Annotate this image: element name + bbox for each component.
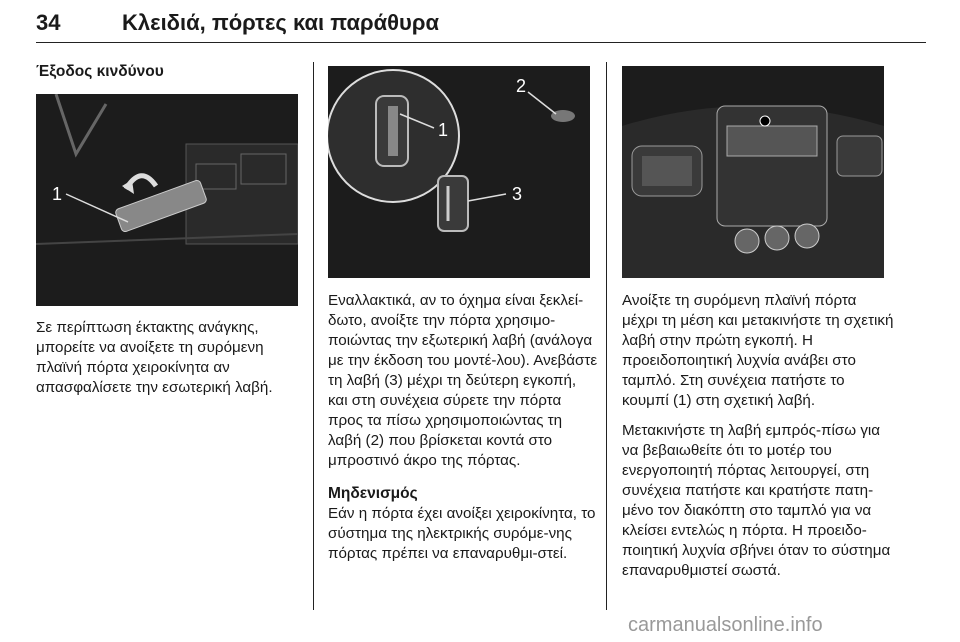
column-divider bbox=[606, 62, 607, 610]
callout-3: 3 bbox=[512, 184, 523, 204]
reset-section bbox=[328, 484, 598, 574]
section-heading: Έξοδος κινδύνου bbox=[36, 63, 164, 80]
interior-handle-illustration bbox=[36, 94, 298, 306]
column-divider bbox=[313, 62, 314, 610]
paragraph: Εάν η πόρτα έχει ανοίξει χειροκίνητα, το σύστημα της ηλεκτρικής συρόμε-νης πόρτας πρέπει να επαναρυθμι-στεί. bbox=[328, 505, 596, 562]
dashboard-figure bbox=[622, 66, 884, 278]
text-block bbox=[328, 291, 598, 481]
paragraph: Ανοίξτε τη συρόμενη πλαϊνή πόρτα μέχρι τη μέση και μετακινήστε τη σχετική λαβή στην πρώτη εγκοπή. Η προειδοποιητική λυχνία ανάβει στο ταμπλό. Στη συνέχεια πατήστε το κουμπί (1) στη σχετική λαβή. bbox=[622, 292, 894, 409]
paragraph: Μετακινήστε τη λαβή εμπρός-πίσω για να βεβαιωθείτε ότι το μοτέρ του ενεργοποιητή πόρτας λειτουργεί, στη συνέχεια πατήστε και κρατήστε πατη-μένο τον διακόπτη στο ταμπλό για να κλείσει εντελώς η πόρτα. Η προειδο-ποιητική λυχνία σβήνει όταν το σύστημα επαναρυθμιστεί σωστά. bbox=[622, 422, 891, 579]
paragraph: Σε περίπτωση έκτακτης ανάγκης, μπορείτε να ανοίξετε τη συρόμενη πλαϊνή πόρτα χειροκίνητα αν απασφαλίσετε την εσωτερική λαβή. bbox=[36, 319, 273, 396]
emergency-release-figure bbox=[36, 94, 298, 306]
text-block bbox=[622, 291, 894, 591]
page-number: 34 bbox=[36, 10, 61, 35]
callout-2: 2 bbox=[516, 76, 527, 96]
door-handles-figure bbox=[328, 66, 590, 278]
dashboard-illustration bbox=[622, 66, 884, 278]
chapter-title: Κλειδιά, πόρτες και παράθυρα bbox=[122, 10, 439, 35]
callout-1: 1 bbox=[438, 120, 449, 140]
callout-1: 1 bbox=[52, 184, 63, 204]
paragraph: Εναλλακτικά, αν το όχημα είναι ξεκλεί-δωτο, ανοίξτε την πόρτα χρησιμο-ποιώντας την εξωτερική λαβή (ανάλογα με την έκδοση του μοντέ-λου). Ανεβάστε τη λαβή (3) μέχρι τη δεύτερη εγκοπή, και στη συνέχεια σύρετε την πόρτα προς τα πίσω χρησιμοποιώντας τη λαβή (2) που βρίσκεται κοντά στο μπροστινό άκρο της πόρτας. bbox=[328, 292, 598, 469]
subheading: Μηδενισμός bbox=[328, 485, 418, 502]
watermark: carmanualsonline.info bbox=[628, 614, 823, 636]
text-block bbox=[36, 318, 306, 408]
column-left bbox=[36, 62, 304, 90]
exterior-handle-illustration bbox=[328, 66, 590, 278]
page-header bbox=[36, 6, 926, 43]
